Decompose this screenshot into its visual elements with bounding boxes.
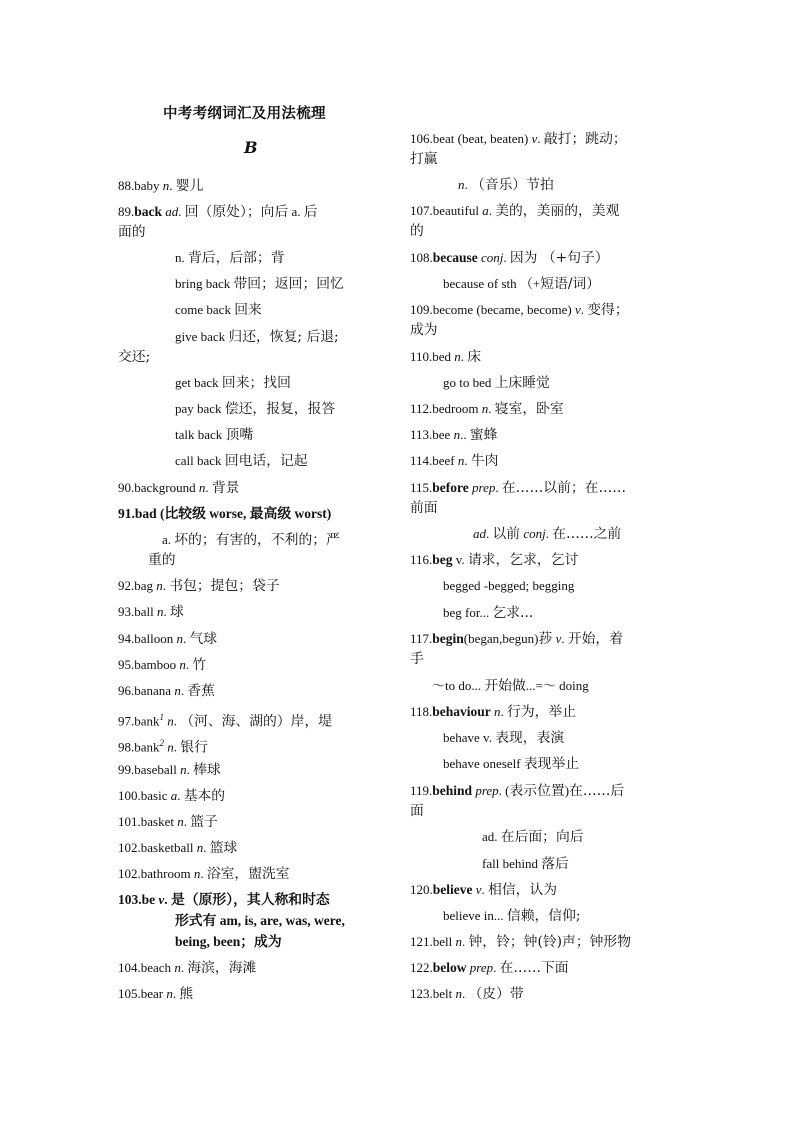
- vocab-line: [410, 498, 438, 518]
- vocab-text: .: [503, 250, 510, 265]
- vocab-text: behind: [432, 783, 473, 798]
- vocab-text: ...=～ doing: [525, 678, 589, 693]
- vocab-text: 牛肉: [470, 453, 499, 469]
- vocab-text: 110.bed: [410, 349, 455, 364]
- vocab-line: [118, 681, 215, 701]
- vocab-text: 钟，铃；钟(铃)声；钟形物: [468, 934, 632, 950]
- vocab-line: [162, 530, 340, 550]
- vocab-line: [410, 320, 438, 340]
- vocab-text: give back: [175, 329, 229, 344]
- vocab-text: 回（原处）；向后: [184, 204, 289, 220]
- vocab-text: 床: [467, 349, 482, 365]
- vocab-line: [118, 838, 237, 858]
- vocab-text: ..: [460, 427, 470, 442]
- vocab-text: 竹: [192, 657, 207, 673]
- vocab-text: before: [432, 480, 469, 495]
- vocab-text: begin: [432, 631, 464, 646]
- vocab-text: 背后，后部；背: [188, 250, 285, 266]
- vocab-text: 109.become (became, become): [410, 302, 575, 317]
- vocab-text: n: [157, 604, 164, 619]
- vocab-line: [118, 864, 290, 884]
- vocab-text: 92.bag: [118, 578, 157, 593]
- vocab-text: 表示位置: [509, 783, 565, 799]
- vocab-text: （皮）带: [468, 986, 524, 1002]
- vocab-text: 归还，恢复; 后退;: [228, 329, 339, 345]
- vocab-text: ～to do...: [432, 678, 485, 693]
- vocab-line: [175, 373, 291, 393]
- vocab-line: [432, 676, 589, 696]
- vocab-text: get back: [175, 375, 222, 390]
- vocab-text: v: [158, 892, 165, 907]
- vocab-text: 重的: [148, 552, 176, 568]
- vocab-text: 交还;: [118, 349, 151, 365]
- vocab-text: .: [180, 683, 188, 698]
- vocab-text: （河、海、湖的）岸，堤: [180, 713, 333, 730]
- vocab-line: [118, 707, 332, 732]
- vocab-text: .: [173, 739, 181, 755]
- vocab-text: 前面: [410, 500, 438, 516]
- vocab-text: ad: [165, 204, 179, 219]
- vocab-text: 2: [159, 738, 165, 748]
- vocab-line: [118, 576, 280, 596]
- vocab-text: 比较级: [164, 506, 206, 522]
- vocab-text: because: [432, 250, 478, 265]
- vocab-text: 海滨，海滩: [187, 960, 257, 976]
- vocab-line: [410, 248, 609, 268]
- vocab-text: .: [169, 178, 176, 193]
- vocab-text: .: [163, 604, 170, 619]
- vocab-line: [410, 958, 569, 978]
- vocab-text: 123.belt: [410, 986, 456, 1001]
- vocab-text: n: [458, 177, 465, 192]
- vocab-line: [410, 702, 576, 722]
- vocab-text: .: [173, 713, 181, 729]
- vocab-text: go to bed: [443, 375, 495, 390]
- vocab-text: 108.: [410, 250, 433, 265]
- vocab-text: 在……后: [569, 783, 625, 799]
- vocab-text: 上床睡觉: [494, 375, 550, 391]
- vocab-line: [443, 576, 574, 596]
- vocab-line: [410, 880, 557, 900]
- vocab-text: 115.: [410, 480, 433, 495]
- vocab-text: a: [170, 788, 178, 803]
- vocab-text: n: [179, 657, 186, 672]
- vocab-text: bring back: [175, 276, 234, 291]
- vocab-text: 在……下面: [499, 960, 569, 976]
- vocab-line: [175, 327, 339, 347]
- vocab-line: [410, 629, 623, 649]
- vocab-text: 带回；返回；回忆: [233, 276, 344, 292]
- vocab-text: 香蕉: [187, 683, 215, 699]
- vocab-text: 90.background: [118, 480, 199, 495]
- vocab-text: 寝室，卧室: [494, 401, 564, 417]
- vocab-text: 是（原形），其人称和时态: [171, 892, 330, 908]
- vocab-text: v: [574, 302, 581, 317]
- vocab-text: 117.: [410, 631, 433, 646]
- vocab-text: n: [167, 713, 174, 729]
- vocab-text: .: [164, 892, 172, 907]
- vocab-text: 偿还，报复，报答: [224, 401, 336, 417]
- vocab-line: [443, 603, 533, 623]
- vocab-text: 以前: [492, 526, 521, 542]
- vocab-line: [410, 347, 481, 367]
- vocab-text: （音乐）节拍: [471, 177, 554, 193]
- vocab-line: [118, 733, 208, 758]
- vocab-text: (began,begun): [463, 631, 539, 646]
- vocab-text: .: [183, 814, 191, 829]
- vocab-text: n: [167, 739, 174, 755]
- vocab-text: n: [196, 840, 204, 855]
- vocab-text: n: [174, 960, 181, 975]
- vocab-text: below: [432, 960, 467, 975]
- vocab-text: v.: [452, 552, 468, 567]
- vocab-line: [175, 274, 344, 294]
- vocab-line: [410, 984, 524, 1004]
- document-title: 中考考纲词汇及用法梳理: [163, 105, 326, 122]
- vocab-line: [175, 425, 253, 445]
- vocab-text: n: [162, 178, 170, 193]
- vocab-text: 97.bank: [118, 713, 160, 729]
- vocab-text: 基本的: [183, 788, 226, 804]
- vocab-text: .: [488, 401, 495, 416]
- vocab-line: [118, 890, 330, 910]
- vocab-text: 背景: [211, 480, 240, 496]
- vocab-text: .: [495, 480, 502, 495]
- vocab-line: [118, 347, 150, 367]
- vocab-text: n: [457, 453, 465, 468]
- vocab-text: 99.baseball: [118, 762, 181, 777]
- vocab-line: [118, 958, 256, 978]
- vocab-text: 面的: [118, 224, 146, 240]
- vocab-text: a.: [288, 204, 304, 219]
- vocab-text: .: [537, 131, 544, 146]
- vocab-text: 在……以前；在……: [501, 480, 627, 496]
- vocab-line: [410, 478, 626, 498]
- vocab-text: 103.be: [118, 892, 159, 907]
- vocab-text: ad.: [482, 829, 501, 844]
- vocab-text: .: [205, 480, 212, 495]
- vocab-text: 102.basketball: [118, 840, 197, 855]
- vocab-text: n: [193, 866, 201, 881]
- vocab-line: [443, 754, 579, 774]
- vocab-text: fall behind: [482, 856, 542, 871]
- vocab-line: [118, 478, 239, 498]
- vocab-text: 美的，美丽的，美观: [495, 203, 620, 219]
- vocab-text: .: [200, 866, 207, 881]
- vocab-line: [410, 649, 424, 669]
- vocab-text: .: [203, 840, 210, 855]
- vocab-text: call back: [175, 453, 225, 468]
- vocab-text: 93.ball: [118, 604, 157, 619]
- vocab-text: 回来；找回: [221, 375, 291, 391]
- vocab-text: beg: [432, 552, 453, 567]
- vocab-line: [410, 201, 619, 221]
- vocab-text: 96.banana: [118, 683, 175, 698]
- vocab-text: 短语/词）: [540, 276, 601, 292]
- vocab-line: [473, 524, 621, 544]
- vocab-line: [175, 451, 308, 471]
- vocab-text: 118.: [410, 704, 433, 719]
- vocab-text: 形式有: [175, 913, 217, 929]
- vocab-text: 篮球: [209, 840, 238, 856]
- vocab-line: [118, 202, 318, 222]
- vocab-line: [118, 812, 218, 832]
- vocab-text: 100.basic: [118, 788, 171, 803]
- vocab-text: a: [482, 203, 489, 218]
- vocab-text: .: [162, 578, 170, 593]
- vocab-text: .: [178, 204, 185, 219]
- vocab-text: 面: [410, 803, 424, 819]
- vocab-line: [410, 425, 497, 445]
- vocab-text: 浴室，盥洗室: [206, 866, 290, 882]
- vocab-text: worse,: [205, 506, 250, 521]
- vocab-text: n: [454, 349, 461, 364]
- vocab-text: beg for...: [443, 605, 493, 620]
- vocab-line: [175, 248, 285, 268]
- vocab-text: .: [183, 631, 190, 646]
- vocab-text: 顶嘴: [225, 427, 254, 443]
- vocab-text: 落后: [541, 856, 569, 872]
- vocab-line: [175, 300, 262, 320]
- section-letter: B: [244, 138, 258, 157]
- vocab-text: 篮子: [190, 814, 218, 830]
- vocab-text: 乞求...: [492, 605, 534, 621]
- vocab-line: [410, 149, 438, 169]
- vocab-text: .: [561, 631, 568, 646]
- vocab-text: n: [455, 934, 462, 949]
- vocab-text: 106.beat (beat, beaten): [410, 131, 532, 146]
- vocab-text: n: [156, 578, 163, 593]
- vocab-text: n: [177, 814, 184, 829]
- vocab-text: 94.balloon: [118, 631, 177, 646]
- vocab-text: 相信，认为: [488, 882, 558, 898]
- vocab-line: [410, 399, 564, 419]
- vocab-text: .: [186, 762, 194, 777]
- vocab-text: .: [180, 960, 188, 975]
- vocab-text: 因为 （+句子）: [509, 250, 609, 266]
- vocab-text: am, is, are, was, were,: [216, 913, 345, 928]
- vocab-text: n: [176, 631, 183, 646]
- vocab-text: 101.basket: [118, 814, 178, 829]
- vocab-text: being, been: [175, 934, 241, 949]
- vocab-text: begged -begged; begging: [443, 578, 575, 593]
- vocab-text: v: [555, 631, 562, 646]
- vocab-text: 书包；提包；袋子: [169, 578, 280, 594]
- vocab-text: 122.: [410, 960, 433, 975]
- vocab-text: behave oneself: [443, 756, 524, 771]
- vocab-text: .: [481, 882, 489, 897]
- vocab-line: [118, 760, 221, 780]
- vocab-text: 98.bank: [118, 739, 160, 755]
- vocab-line: [443, 274, 600, 294]
- vocab-text: behaviour: [432, 704, 491, 719]
- vocab-text: prep: [472, 480, 496, 495]
- vocab-text: n.: [175, 250, 188, 265]
- vocab-text: back: [134, 204, 163, 219]
- vocab-text: 的: [410, 223, 424, 239]
- vocab-text: 手: [410, 651, 424, 667]
- vocab-text: 变得；: [587, 302, 629, 318]
- vocab-text: 信赖，信仰;: [506, 908, 581, 924]
- vocab-text: n: [166, 986, 173, 1001]
- vocab-text: n: [455, 986, 462, 1001]
- vocab-line: [482, 854, 569, 874]
- vocab-text: worst): [291, 506, 332, 521]
- vocab-text: 回电话，记起: [224, 453, 308, 469]
- vocab-line: [118, 786, 225, 806]
- vocab-line: [118, 984, 193, 1004]
- vocab-text: 球: [170, 604, 184, 620]
- vocab-text: a.: [162, 532, 175, 547]
- vocab-text: 107.beautiful: [410, 203, 483, 218]
- vocab-text: 在……之前: [552, 526, 622, 542]
- vocab-text: .: [500, 704, 508, 719]
- vocab-text: 成为: [410, 322, 438, 338]
- vocab-text: n: [481, 401, 489, 416]
- vocab-text: believe in...: [443, 908, 507, 923]
- vocab-text: .: [486, 526, 493, 541]
- vocab-text: ): [564, 783, 570, 798]
- vocab-text: n: [494, 704, 501, 719]
- vocab-line: [443, 728, 564, 748]
- vocab-text: n: [198, 480, 206, 495]
- vocab-text: 113.bee: [410, 427, 454, 442]
- vocab-text: because of sth （+: [443, 276, 541, 291]
- vocab-text: 敲打；跳动；: [543, 131, 627, 147]
- vocab-text: talk back: [175, 427, 226, 442]
- vocab-text: 婴儿: [175, 178, 204, 194]
- vocab-text: 102.bathroom: [118, 866, 194, 881]
- vocab-line: [148, 550, 176, 570]
- vocab-text: 蜜蜂: [469, 427, 498, 443]
- vocab-line: [175, 399, 335, 419]
- vocab-text: 请求，乞求，乞讨: [467, 552, 579, 568]
- vocab-text: . (: [498, 783, 510, 798]
- vocab-line: [175, 932, 282, 952]
- vocab-text: .: [462, 986, 469, 1001]
- vocab-text: behave v.: [443, 730, 496, 745]
- vocab-text: .: [460, 349, 468, 364]
- vocab-text: 119.: [410, 783, 433, 798]
- vocab-text: 1: [159, 712, 165, 722]
- vocab-text: 在后面；向后: [500, 829, 584, 845]
- vocab-line: [482, 827, 584, 847]
- vocab-text: .: [545, 526, 553, 541]
- vocab-line: [175, 911, 345, 931]
- vocab-text: conj: [481, 250, 504, 265]
- vocab-text: 104.beach: [118, 960, 175, 975]
- vocab-line: [118, 504, 331, 524]
- vocab-text: 112.bedroom: [410, 401, 482, 416]
- vocab-text: 后: [303, 204, 318, 220]
- vocab-text: 打赢: [410, 151, 438, 167]
- vocab-line: [118, 176, 203, 196]
- vocab-text: 116.: [410, 552, 433, 567]
- vocab-text: 表现举止: [523, 756, 580, 772]
- vocab-text: .: [177, 788, 184, 803]
- vocab-text: 114.beef: [410, 453, 458, 468]
- vocab-text: prep: [475, 783, 499, 798]
- vocab-line: [118, 222, 146, 242]
- vocab-text: 熊: [179, 986, 194, 1002]
- vocab-line: [410, 801, 424, 821]
- vocab-text: pay back: [175, 401, 225, 416]
- vocab-text: v: [531, 131, 538, 146]
- vocab-line: [410, 451, 498, 471]
- vocab-text: conj: [523, 526, 546, 541]
- vocab-text: 89.: [118, 204, 135, 219]
- vocab-text: 开始做: [484, 678, 526, 694]
- vocab-text: .: [185, 657, 193, 672]
- vocab-text: 气球: [189, 631, 218, 647]
- vocab-text: 银行: [180, 739, 208, 756]
- vocab-text: n: [180, 762, 187, 777]
- vocab-text: n: [453, 427, 461, 442]
- vocab-text: 121.bell: [410, 934, 456, 949]
- vocab-line: [118, 655, 206, 675]
- vocab-text: .: [464, 453, 471, 468]
- vocab-text: 棒球: [193, 762, 221, 778]
- vocab-line: [410, 932, 631, 952]
- vocab-text: believe: [432, 882, 473, 897]
- vocab-line: [118, 629, 217, 649]
- vocab-line: [443, 906, 581, 926]
- vocab-text: 105.bear: [118, 986, 167, 1001]
- vocab-text: .: [580, 302, 588, 317]
- vocab-text: prep: [469, 960, 494, 975]
- vocab-line: [410, 221, 424, 241]
- vocab-line: [410, 300, 629, 320]
- vocab-line: [410, 550, 578, 570]
- vocab-text: 坏的；有害的，不利的；严: [174, 532, 340, 548]
- vocab-line: [443, 373, 550, 393]
- vocab-text: 120.: [410, 882, 433, 897]
- vocab-line: [410, 129, 627, 149]
- vocab-text: 表现，表演: [495, 730, 565, 746]
- vocab-text: 最高级: [249, 506, 292, 522]
- vocab-line: [410, 781, 624, 801]
- vocab-text: 回来: [234, 302, 262, 318]
- vocab-line: [458, 175, 554, 195]
- vocab-text: 91.bad (: [118, 506, 165, 521]
- vocab-text: 开始，着: [567, 631, 624, 647]
- vocab-line: [118, 602, 184, 622]
- vocab-text: 行为，举止: [507, 704, 577, 720]
- vocab-text: .: [464, 177, 471, 192]
- vocab-text: .: [488, 203, 496, 218]
- vocab-text: v: [475, 882, 482, 897]
- vocab-text: ad: [473, 526, 486, 541]
- vocab-text: .: [493, 960, 500, 975]
- vocab-text: 95.bamboo: [118, 657, 180, 672]
- vocab-text: n: [174, 683, 181, 698]
- vocab-text: 88.baby: [118, 178, 163, 193]
- vocab-text: ；成为: [240, 934, 282, 950]
- vocab-text: .: [462, 934, 469, 949]
- vocab-text: 莏: [538, 631, 553, 647]
- vocab-text: .: [172, 986, 180, 1001]
- vocab-text: come back: [175, 302, 235, 317]
